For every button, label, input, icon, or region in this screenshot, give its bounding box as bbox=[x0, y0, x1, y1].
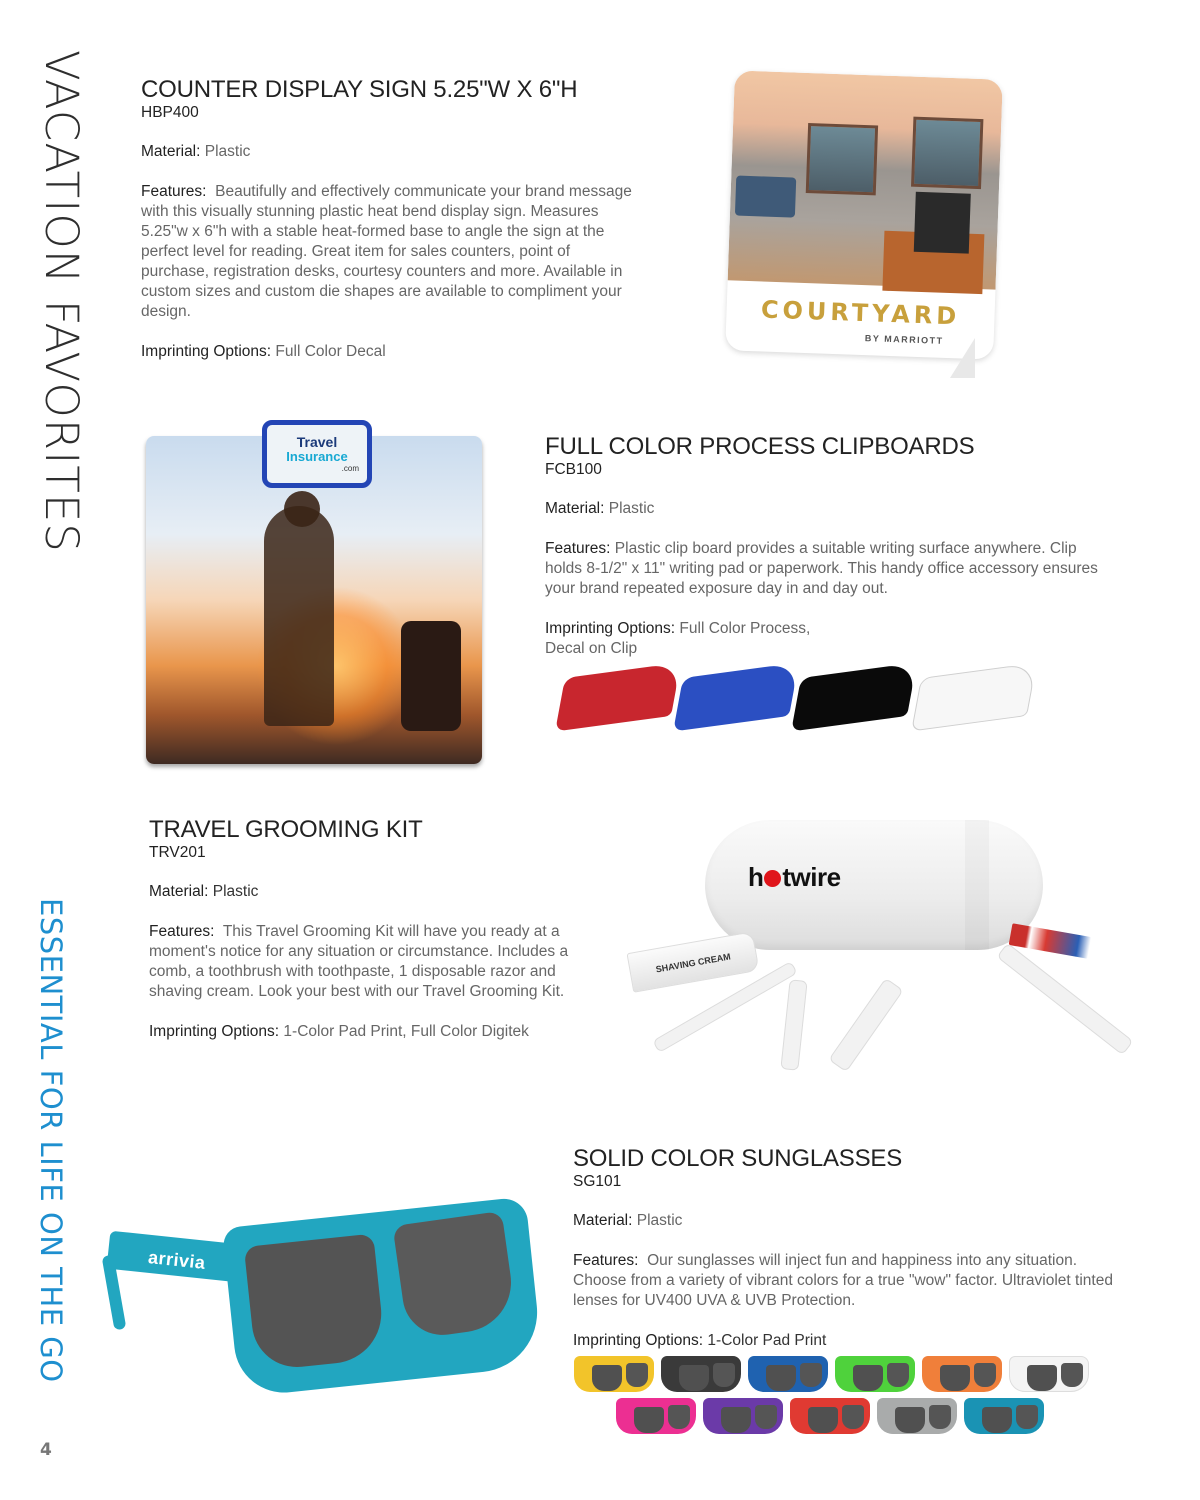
travel-insurance-clip-logo bbox=[262, 420, 372, 488]
shaving-cream-tube: SHAVING CREAM bbox=[626, 931, 759, 993]
logo-dot bbox=[764, 870, 781, 887]
logo-line-3: .com bbox=[341, 464, 359, 473]
sg-swatch-teal bbox=[964, 1398, 1044, 1438]
grooming-kit-image bbox=[625, 820, 1135, 1070]
arrivia-logo: arrivia bbox=[147, 1247, 207, 1273]
product-material bbox=[573, 1211, 1133, 1231]
tv-graphic bbox=[914, 192, 971, 254]
imprinting-value: Full Color Process, bbox=[679, 620, 811, 637]
product-sku: TRV201 bbox=[149, 844, 206, 861]
product-sunglasses bbox=[573, 1145, 1133, 1351]
product-counter-display-sign bbox=[141, 76, 641, 362]
material-label: Material: bbox=[141, 143, 201, 160]
features-label: Features: bbox=[545, 540, 611, 557]
product-features bbox=[141, 182, 641, 322]
courtyard-logo: COURTYARD bbox=[760, 295, 961, 331]
logo-part: twire bbox=[782, 862, 841, 892]
features-label: Features: bbox=[141, 183, 207, 200]
marriott-sublogo: BY MARRIOTT bbox=[864, 333, 944, 346]
section-subtitle: ESSENTIAL FOR LIFE ON THE GO bbox=[34, 898, 68, 1383]
features-text: Our sunglasses will inject fun and happiness into any situation. Choose from a variety of vibrant colors for a true "wow" factor. Ultraviolet tinted lenses for UV400 UVA & UVB Protection. bbox=[573, 1252, 1113, 1309]
imprinting-label: Imprinting Options: bbox=[573, 1332, 704, 1349]
imprinting-value: Full Color Decal bbox=[275, 343, 386, 360]
product-features bbox=[573, 1251, 1133, 1311]
hotel-room-photo bbox=[728, 70, 1003, 289]
material-label: Material: bbox=[573, 1212, 633, 1229]
product-title: FULL COLOR PROCESS CLIPBOARDS bbox=[545, 433, 975, 460]
product-title: TRAVEL GROOMING KIT bbox=[149, 816, 423, 843]
imprinting-label: Imprinting Options: bbox=[545, 620, 676, 637]
clip-swatch-white bbox=[911, 662, 1037, 731]
imprinting-value: 1-Color Pad Print, Full Color Digitek bbox=[283, 1023, 529, 1040]
logo-line-1: Travel bbox=[296, 434, 338, 450]
product-imprinting bbox=[141, 342, 641, 362]
logo-line-2: Insurance bbox=[286, 449, 348, 464]
imprinting-value-2: Decal on Clip bbox=[545, 640, 638, 657]
product-title: SOLID COLOR SUNGLASSES bbox=[573, 1145, 903, 1172]
material-label: Material: bbox=[149, 883, 209, 900]
product-title: COUNTER DISPLAY SIGN 5.25"W X 6"H bbox=[141, 76, 578, 103]
sg-swatch-yellow bbox=[574, 1356, 654, 1396]
features-label: Features: bbox=[573, 1252, 639, 1269]
imprinting-label: Imprinting Options: bbox=[141, 343, 272, 360]
traveler-silhouette-graphic bbox=[264, 506, 334, 726]
toothbrush-graphic bbox=[780, 979, 807, 1070]
features-label: Features: bbox=[149, 923, 215, 940]
sunglasses-image bbox=[100, 1200, 540, 1390]
material-label: Material: bbox=[545, 500, 605, 517]
sofa-graphic bbox=[735, 176, 796, 218]
product-imprinting bbox=[149, 1022, 599, 1042]
product-material bbox=[149, 882, 599, 902]
features-text: Beautifully and effectively communicate your brand message with this visually stunning plastic heat bend display sign. Measures 5.25"w x 6"h with a stable heat-formed base to angle the sign at the perfect level for reading. Great item for sales counters, point of purchase, registration desks, courtesy counters and more. Available in custom sizes and custom die shapes are available to compliment your design. bbox=[141, 183, 632, 320]
sg-swatch-white bbox=[1009, 1356, 1089, 1396]
window-graphic bbox=[806, 123, 878, 195]
page-number: 4 bbox=[40, 1440, 52, 1460]
product-imprinting bbox=[545, 619, 1105, 659]
product-features bbox=[149, 922, 599, 1002]
sunglasses-color-swatches bbox=[568, 1352, 1098, 1442]
product-material bbox=[545, 499, 1105, 519]
kit-case-graphic bbox=[705, 820, 1043, 950]
hotwire-logo bbox=[748, 862, 841, 893]
sg-swatch-black bbox=[661, 1356, 741, 1396]
imprinting-value: 1-Color Pad Print bbox=[707, 1332, 827, 1349]
product-sku: HBP400 bbox=[141, 104, 199, 121]
sign-base-graphic bbox=[950, 338, 975, 378]
logo-part: h bbox=[748, 862, 764, 892]
product-clipboards bbox=[545, 433, 1105, 659]
clip-swatch-red bbox=[555, 662, 681, 731]
product-imprinting bbox=[573, 1331, 1133, 1351]
sg-swatch-pink bbox=[616, 1398, 696, 1438]
product-sku: FCB100 bbox=[545, 461, 602, 478]
sg-swatch-gray bbox=[877, 1398, 957, 1438]
clip-color-swatches bbox=[552, 666, 1032, 728]
product-sku: SG101 bbox=[573, 1173, 622, 1190]
sg-swatch-purple bbox=[703, 1398, 783, 1438]
sg-swatch-green bbox=[835, 1356, 915, 1396]
counter-sign-image bbox=[725, 70, 1003, 359]
features-text: This Travel Grooming Kit will have you ready at a moment's notice for any situation or circumstance. Includes a comb, a toothbrush with toothpaste, 1 disposable razor and shaving cream. Look your best with our Travel Grooming Kit. bbox=[149, 923, 569, 1000]
material-value: Plastic bbox=[636, 1212, 683, 1229]
product-grooming-kit bbox=[149, 816, 599, 1042]
material-value: Plastic bbox=[212, 883, 259, 900]
sg-swatch-blue bbox=[748, 1356, 828, 1396]
clip-swatch-black bbox=[791, 662, 917, 731]
suitcase-graphic bbox=[401, 621, 461, 731]
imprinting-label: Imprinting Options: bbox=[149, 1023, 280, 1040]
sg-swatch-orange bbox=[922, 1356, 1002, 1396]
section-title: VACATION FAVORITES bbox=[35, 50, 88, 553]
comb-graphic bbox=[996, 943, 1133, 1056]
case-seam bbox=[965, 820, 989, 950]
product-material bbox=[141, 142, 641, 162]
clip-swatch-blue bbox=[673, 662, 799, 731]
features-text: Plastic clip board provides a suitable writing surface anywhere. Clip holds 8-1/2" x 11" writing pad or paperwork. This handy office accessory ensures your brand repeated exposure day in and day out. bbox=[545, 540, 1098, 597]
window-graphic bbox=[911, 117, 983, 189]
material-value: Plastic bbox=[204, 143, 251, 160]
toothbrush-handle-graphic bbox=[828, 978, 903, 1073]
product-features bbox=[545, 539, 1105, 599]
material-value: Plastic bbox=[608, 500, 655, 517]
sg-swatch-red bbox=[790, 1398, 870, 1438]
